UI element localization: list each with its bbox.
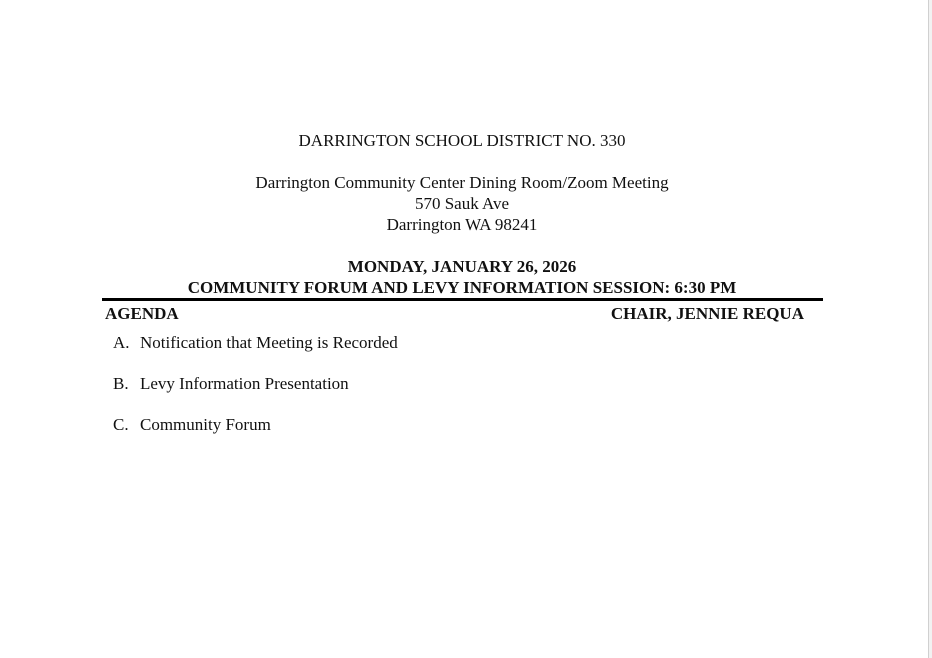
agenda-item-text: Levy Information Presentation: [140, 374, 349, 393]
session-title: COMMUNITY FORUM AND LEVY INFORMATION SESSION: 6:30 PM: [187, 278, 737, 297]
agenda-item-letter: B.: [113, 374, 129, 393]
agenda-item-letter: A.: [113, 333, 130, 352]
agenda-item-text: Community Forum: [140, 415, 271, 434]
district-title: DARRINGTON SCHOOL DISTRICT NO. 330: [298, 131, 626, 150]
agenda-heading: AGENDA: [105, 304, 179, 323]
meeting-city-state-zip: Darrington WA 98241: [386, 215, 538, 234]
agenda-item-c: [113, 414, 271, 435]
header-divider: [102, 298, 823, 301]
agenda-item-letter: C.: [113, 415, 129, 434]
agenda-item-a: [113, 332, 398, 353]
meeting-street-address: 570 Sauk Ave: [414, 194, 510, 213]
agenda-item-text: Notification that Meeting is Recorded: [140, 333, 398, 352]
meeting-date: MONDAY, JANUARY 26, 2026: [347, 257, 577, 276]
meeting-location: Darrington Community Center Dining Room/Zoom Meeting: [255, 173, 669, 192]
agenda-item-b: [113, 373, 349, 394]
chair-name: CHAIR, JENNIE REQUA: [610, 304, 804, 323]
